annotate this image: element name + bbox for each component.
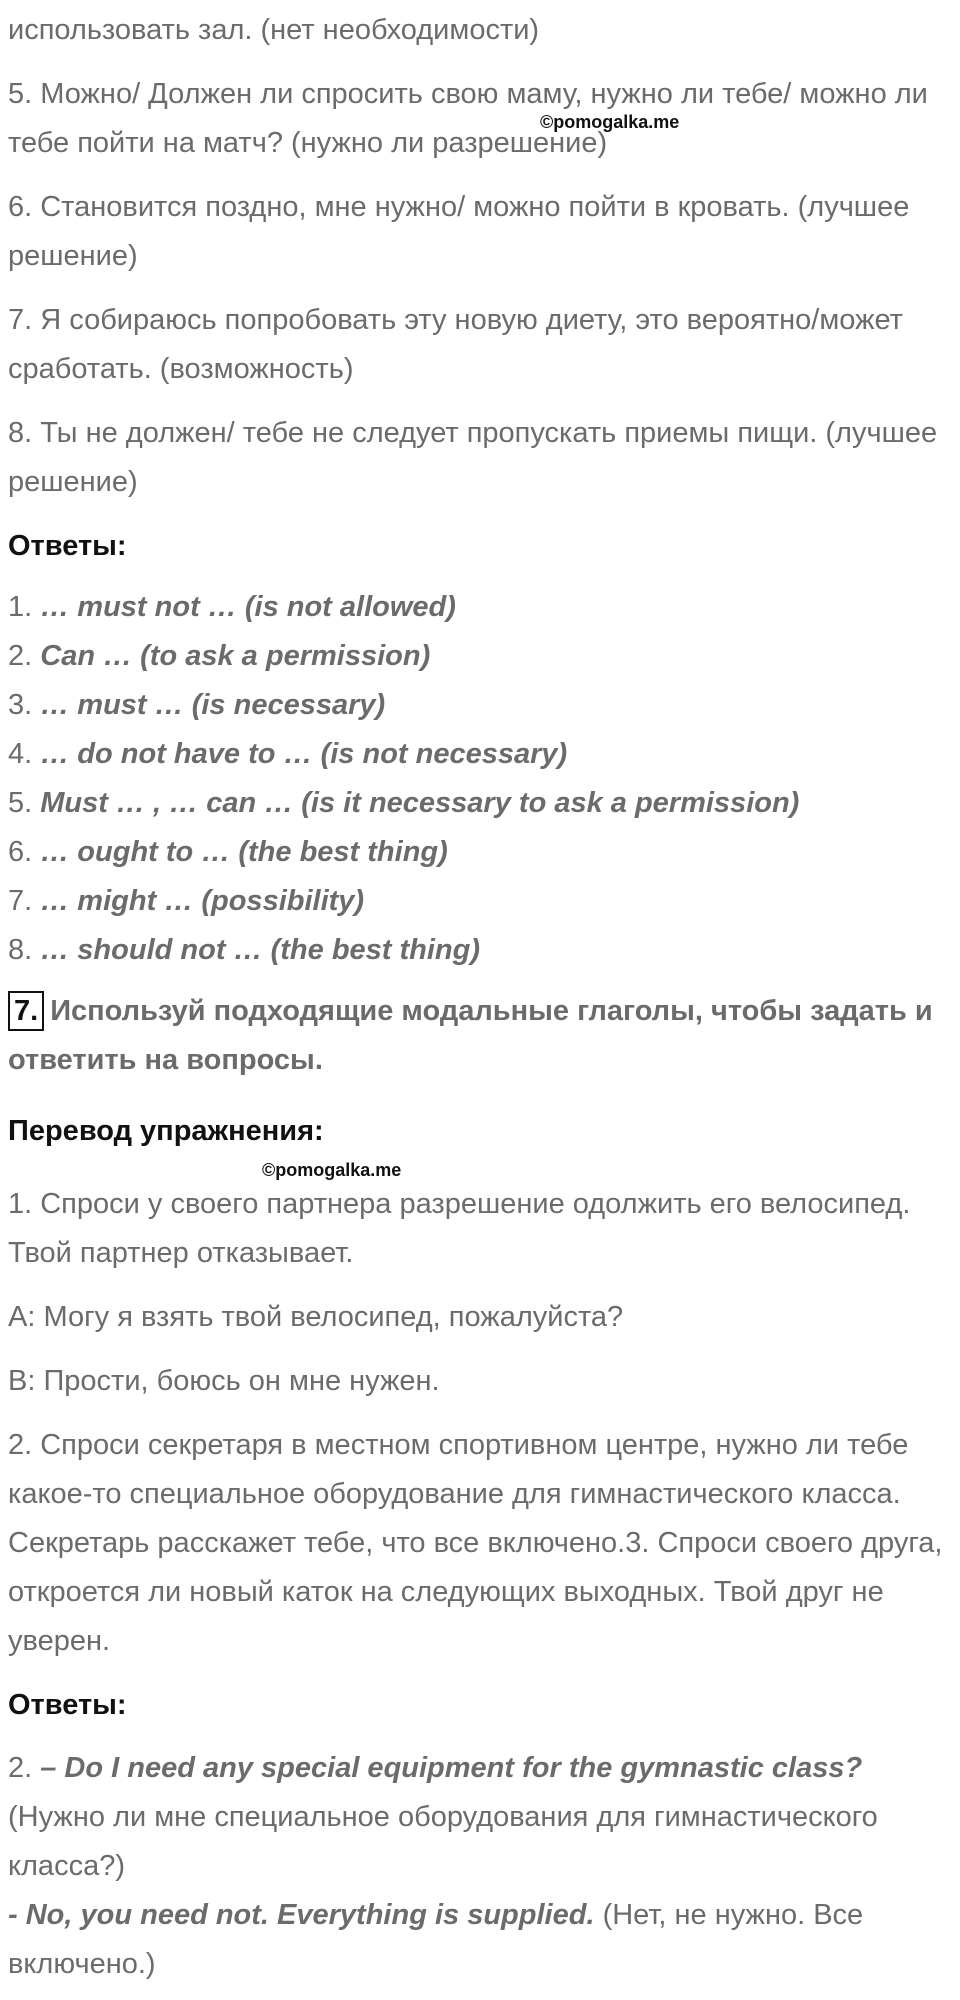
answer-item: 4. … do not have to … (is not necessary) [8,738,568,770]
answer2-question [8,1744,953,1891]
answer-item: 1. … must not … (is not allowed) [8,591,456,623]
answer2-number: 2. [8,1752,33,1784]
answer-item: 8. … should not … (the best thing) [8,934,481,966]
answers-list [8,583,953,975]
answer2-question-translation: (Нужно ли мне специальное оборудования для гимнастического класса?) [8,1801,878,1882]
text-line: 8. Ты не должен/ тебе не следует пропускать приемы пищи. (лучшее решение) [8,417,938,498]
answer-item: 7. … might … (possibility) [8,885,365,917]
text-line: A: Могу я взять твой велосипед, пожалуйста? [8,1301,624,1333]
text-line: использовать зал. (нет необходимости) [8,14,540,46]
watermark: ©pomogalka.me [262,1160,402,1180]
task-text: Используй подходящие модальные глаголы, чтобы задать и ответить на вопросы. [8,995,933,1076]
text-line: 1. Спроси у своего партнера разрешение одолжить его велосипед. Твой партнер отказывает. [8,1188,911,1269]
answer2-question-text: – Do I need any special equipment for the gymnastic class? [40,1752,863,1784]
document-page [8,0,953,1989]
watermark: ©pomogalka.me [540,112,680,132]
answer-item: 6. … ought to … (the best thing) [8,836,448,868]
answer2-response [8,1891,953,1989]
task-number: 7. [8,991,44,1031]
text-line: 7. Я собираюсь попробовать эту новую диету, это вероятно/может сработать. (возможность) [8,304,903,385]
answer-item: 5. Must … , … can … (is it necessary to ask a permission) [8,787,800,819]
answer2-response-text: - No, you need not. Everything is supplied. [8,1899,595,1931]
text-line: 2. Спроси секретаря в местном спортивном центре, нужно ли тебе какое-то специальное оборудование для гимнастического класса. Секретарь расскажет тебе, что все включено.3. Спроси своего друга, откроется ли новый каток на следующих выходных. Твой друг не уверен. [8,1429,943,1657]
answer-item: 3. … must … (is necessary) [8,689,386,721]
translation-heading: Перевод упражнения: [8,1115,324,1147]
text-line: B: Прости, боюсь он мне нужен. [8,1365,440,1397]
task-statement [8,987,953,1085]
answer2-response-translation: (Нет, не нужно. Все включено.) [8,1899,864,1980]
text-line: 6. Становится поздно, мне нужно/ можно пойти в кровать. (лучшее решение) [8,191,910,272]
answers-heading: Ответы: [8,530,127,562]
answer-item: 2. Can … (to ask a permission) [8,640,431,672]
text-line: 5. Можно/ Должен ли спросить свою маму, нужно ли тебе/ можно ли тебе пойти на матч? (нужно ли разрешение) [8,78,928,159]
answers2-heading: Ответы: [8,1689,127,1721]
